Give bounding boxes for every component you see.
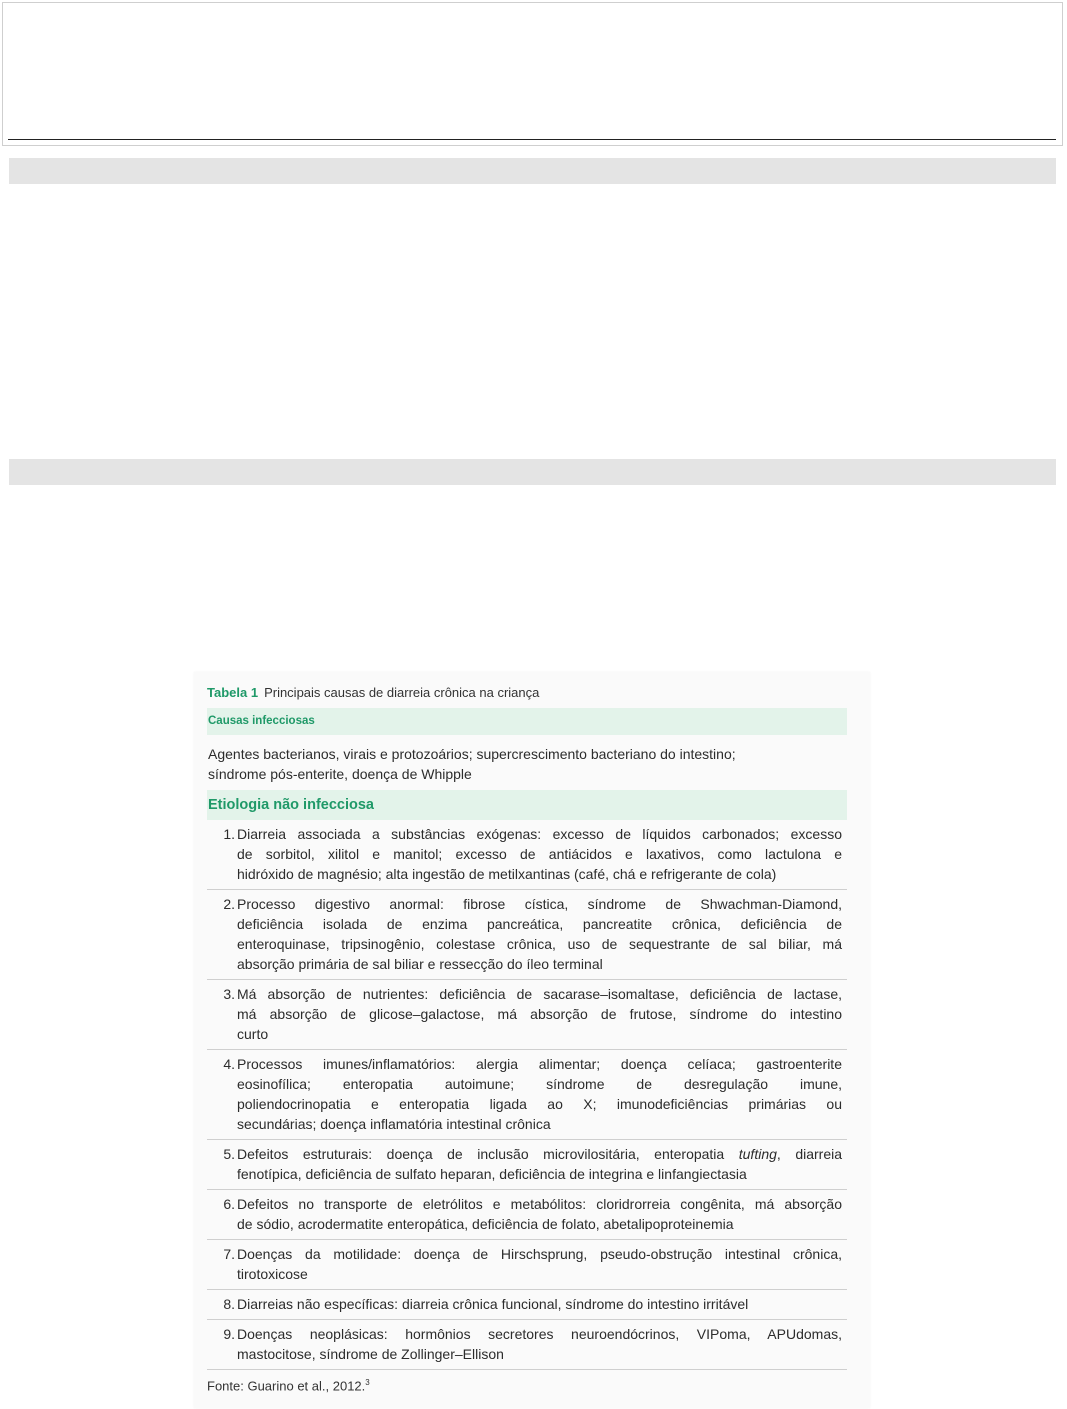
- item-number: 6.: [223, 1196, 235, 1212]
- item-number: 1.: [223, 826, 235, 842]
- item-line: tirotoxicose: [237, 1266, 308, 1282]
- table-row: [207, 1054, 847, 1140]
- table-row: [207, 1294, 847, 1320]
- item-text: [237, 1144, 842, 1184]
- table-row: [207, 1194, 847, 1240]
- item-line: Defeitos estruturais: doença de inclusão microvilositária, enteropatia tufting, diarreia: [237, 1146, 843, 1162]
- italic-term: tufting: [738, 1146, 777, 1162]
- table-row: [207, 894, 847, 980]
- item-line: fenotípica, deficiência de sulfato heparan, deficiência de integrina e linfangiectasia: [237, 1166, 747, 1182]
- table-source: [207, 1378, 370, 1393]
- item-text: [237, 1294, 842, 1314]
- table-row: [207, 1144, 847, 1190]
- item-line: de sódio, acrodermatite enteropática, deficiência de folato, abetalipoproteinemia: [237, 1216, 734, 1232]
- noninfectious-heading: Etiologia não infecciosa: [207, 790, 847, 820]
- item-line: deficiência isolada de enzima pancreática, pancreatite crônica, deficiência de: [237, 916, 842, 932]
- table-row: [207, 1324, 847, 1370]
- source-text: Fonte: Guarino et al., 2012.: [207, 1378, 366, 1394]
- item-text: [237, 1244, 842, 1284]
- item-line: mastocitose, síndrome de Zollinger–Ellison: [237, 1346, 504, 1362]
- gray-band-2: [9, 459, 1056, 485]
- item-line: Doenças da motilidade: doença de Hirschsprung, pseudo-obstrução intestinal crônica,: [237, 1246, 842, 1262]
- item-text: [237, 824, 842, 884]
- item-text: [237, 1324, 842, 1364]
- header-box: [2, 2, 1063, 146]
- item-line: secundárias; doença inflamatória intestinal crônica: [237, 1116, 551, 1132]
- item-number: 8.: [223, 1296, 235, 1312]
- item-line: Defeitos no transporte de eletrólitos e metabólitos: cloridrorreia congênita, má absorção: [237, 1196, 842, 1212]
- item-text: [237, 1194, 842, 1234]
- gray-band-1: [9, 158, 1056, 184]
- item-line: poliendocrinopatia e enteropatia ligada ao X; imunodeficiências primárias ou: [237, 1096, 842, 1112]
- table-title-text: Principais causas de diarreia crônica na criança: [264, 685, 540, 700]
- item-line: má absorção de glicose–galactose, má absorção de frutose, síndrome do intestino: [237, 1006, 842, 1022]
- table-row: [207, 984, 847, 1050]
- infectious-line: síndrome pós-enterite, doença de Whipple: [208, 766, 472, 782]
- infectious-heading: Causas infecciosas: [207, 708, 847, 735]
- source-ref: 3: [365, 1378, 370, 1387]
- item-text: [237, 984, 842, 1044]
- table-label: Tabela 1: [207, 685, 259, 700]
- item-line: Doenças neoplásicas: hormônios secretores neuroendócrinos, VIPoma, APUdomas,: [237, 1326, 842, 1342]
- item-number: 4.: [223, 1056, 235, 1072]
- item-number: 3.: [223, 986, 235, 1002]
- item-line: de sorbitol, xilitol e manitol; excesso de antiácidos e laxativos, como lactulona e: [237, 846, 842, 862]
- table-row: [207, 1244, 847, 1290]
- item-line: hidróxido de magnésio; alta ingestão de metilxantinas (café, chá e refrigerante de cola): [237, 866, 777, 882]
- item-line: curto: [237, 1026, 269, 1042]
- infectious-text: [208, 744, 848, 784]
- header-rule: [8, 139, 1056, 140]
- table-figure: [194, 672, 870, 1408]
- item-number: 9.: [223, 1326, 235, 1342]
- table-title: [207, 685, 539, 700]
- item-line: Processo digestivo anormal: fibrose cística, síndrome de Shwachman-Diamond,: [237, 896, 842, 912]
- item-line: eosinofílica; enteropatia autoimune; síndrome de desregulação imune,: [237, 1076, 842, 1092]
- item-number: 7.: [223, 1246, 235, 1262]
- item-line: Diarreias não específicas: diarreia crônica funcional, síndrome do intestino irritável: [237, 1296, 749, 1312]
- item-line: enteroquinase, tripsinogênio, colestase crônica, uso de sequestrante de sal biliar, má: [237, 936, 842, 952]
- item-number: 5.: [223, 1146, 235, 1162]
- table-row: [207, 824, 847, 890]
- item-line: Diarreia associada a substâncias exógenas: excesso de líquidos carbonados; excesso: [237, 826, 842, 842]
- item-line: Má absorção de nutrientes: deficiência de sacarase–isomaltase, deficiência de lactase,: [237, 986, 842, 1002]
- item-line: absorção primária de sal biliar e ressecção do íleo terminal: [237, 956, 603, 972]
- item-line: Processos imunes/inflamatórios: alergia alimentar; doença celíaca; gastroenterite: [237, 1056, 842, 1072]
- item-text: [237, 1054, 842, 1134]
- item-text: [237, 894, 842, 974]
- infectious-line: Agentes bacterianos, virais e protozoários; supercrescimento bacteriano do intestino;: [208, 746, 736, 762]
- item-number: 2.: [223, 896, 235, 912]
